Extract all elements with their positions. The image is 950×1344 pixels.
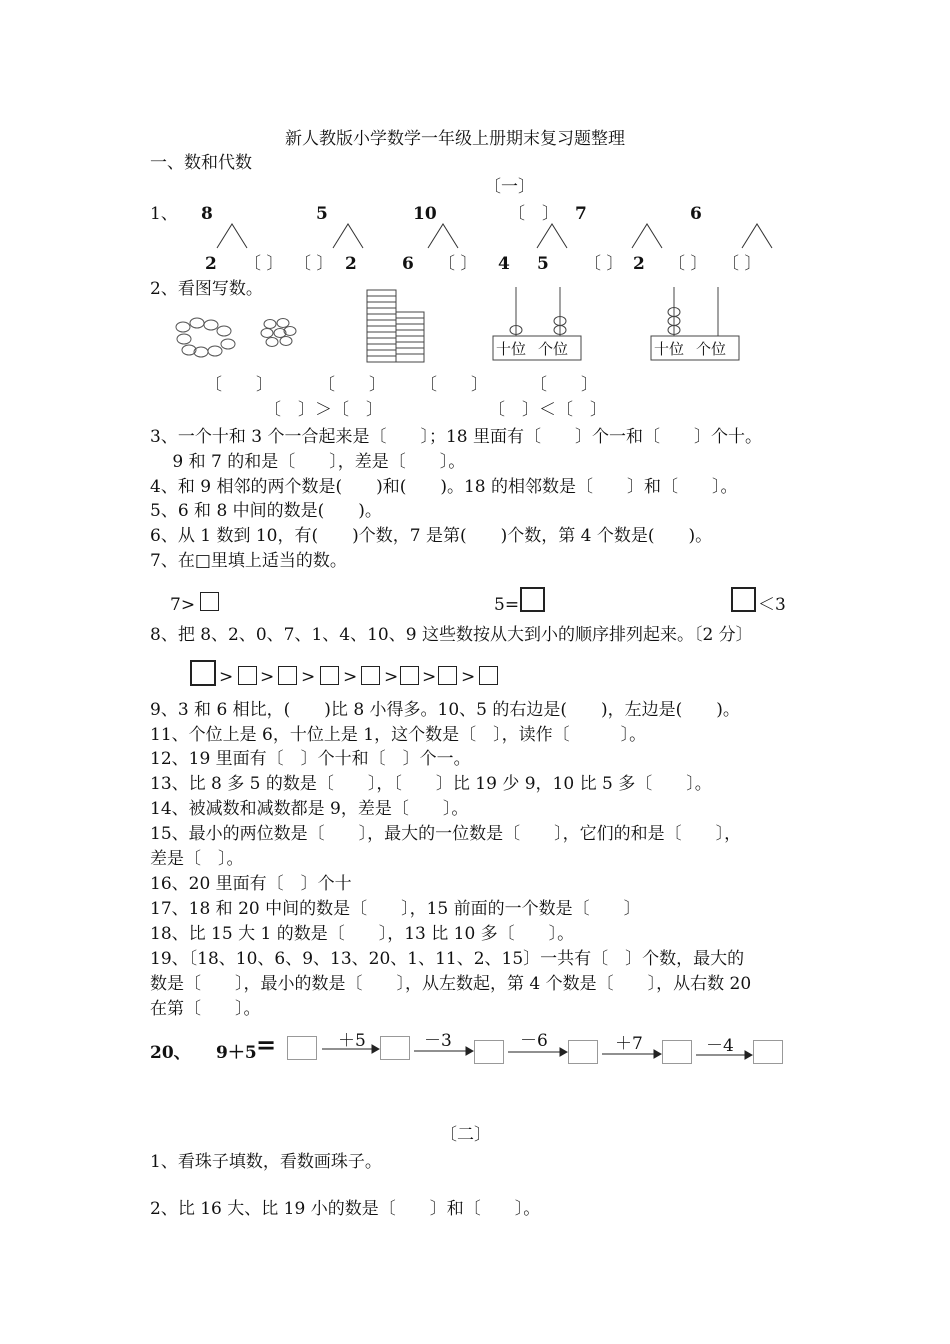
- q1-bottom[interactable]: 〔 〕: [438, 254, 478, 274]
- question-line: 11、个位上是 6，十位上是 1，这个数是〔 〕，读作〔 〕。: [150, 725, 647, 745]
- question-line: 3、一个十和 3 个一合起来是〔 〕；18 里面有〔 〕个一和〔 〕个十。: [150, 427, 762, 447]
- question-line: 差是〔 〕。: [150, 849, 244, 869]
- abacus-1-ten-label: 十位: [496, 340, 527, 358]
- q1-top: 5: [316, 204, 328, 224]
- q2-text: 2、看图写数。: [150, 279, 263, 299]
- question-line: 在第〔 〕。: [150, 999, 261, 1019]
- q1-bottom: 5: [537, 254, 549, 274]
- q2-blank[interactable]: 〔 〕: [420, 375, 488, 395]
- part-heading-2: 〔二〕: [440, 1125, 491, 1145]
- q20-operation: －4: [706, 1036, 734, 1056]
- abacus-2-one-label: 个位: [696, 340, 727, 358]
- question-line: 数是〔 〕，最小的数是〔 〕，从左数起，第 4 个数是〔 〕，从右数 20: [150, 974, 752, 994]
- question-line: 8、把 8、2、0、7、1、4、10、9 这些数按从大到小的顺序排列起来。〔2 分〕: [150, 625, 753, 645]
- q1-top: 6: [690, 204, 702, 224]
- q2-compare-2[interactable]: 〔 〕＜〔 〕: [488, 400, 607, 420]
- question-line: 1、看珠子填数，看数画珠子。: [150, 1152, 382, 1172]
- q1-bottom: 2: [345, 254, 357, 274]
- gt-sign: >: [461, 667, 476, 687]
- q1-bottom[interactable]: 〔 〕: [722, 254, 762, 274]
- q1-number: 1、: [150, 204, 178, 224]
- q1-top: 8: [201, 204, 213, 224]
- gt-sign: >: [219, 667, 234, 687]
- q1-bottom[interactable]: 〔 〕: [244, 254, 284, 274]
- question-line: 9、3 和 6 相比，( )比 8 小得多。10、5 的右边是( )，左边是( )。: [150, 700, 740, 720]
- q1-bottom: 2: [205, 254, 217, 274]
- question-line: 17、18 和 20 中间的数是〔 〕，15 前面的一个数是〔 〕: [150, 899, 641, 919]
- q1-bottom: 6: [402, 254, 414, 274]
- q20-expression: 9＋5: [216, 1043, 257, 1063]
- abacus-2-ten-label: 十位: [654, 340, 685, 358]
- question-line: 12、19 里面有〔 〕个十和〔 〕个一。: [150, 749, 471, 769]
- equals-sign: =: [256, 1030, 277, 1059]
- question-line: 18、比 15 大 1 的数是〔 〕，13 比 10 多〔 〕。: [150, 924, 575, 944]
- q1-top: 7: [575, 204, 587, 224]
- q1-bottom: 4: [498, 254, 510, 274]
- q7-mid-expr: 5=: [494, 595, 520, 615]
- question-line: 6、从 1 数到 10，有( )个数，7 是第( )个数，第 4 个数是( )。: [150, 526, 713, 546]
- page-title: 新人教版小学数学一年级上册期末复习题整理: [285, 129, 625, 149]
- q20-operation: －6: [520, 1031, 548, 1051]
- q2-blank[interactable]: 〔 〕: [205, 375, 273, 395]
- question-line: 19、〔18、10、6、9、13、20、1、11、2、15〕一共有〔 〕个数，最大的: [150, 949, 745, 969]
- q1-top[interactable]: 〔 〕: [508, 204, 559, 224]
- question-line: 15、最小的两位数是〔 〕，最大的一位数是〔 〕，它们的和是〔 〕，: [150, 824, 742, 844]
- q1-top: 10: [413, 204, 437, 224]
- q2-blank[interactable]: 〔 〕: [530, 375, 598, 395]
- question-line: 9 和 7 的和是〔 〕，差是〔 〕。: [150, 452, 466, 472]
- gt-sign: >: [260, 667, 275, 687]
- q1-bottom[interactable]: 〔 〕: [668, 254, 708, 274]
- question-line: 14、被减数和减数都是 9，差是〔 〕。: [150, 799, 469, 819]
- q20-operation: ＋7: [615, 1034, 643, 1054]
- gt-sign: >: [301, 667, 316, 687]
- question-line: 16、20 里面有〔 〕个十: [150, 874, 352, 894]
- q20-operation: －3: [424, 1031, 452, 1051]
- section-heading: 一、数和代数: [150, 153, 252, 173]
- q20-operation: ＋5: [338, 1031, 366, 1051]
- question-line: 4、和 9 相邻的两个数是( )和( )。18 的相邻数是〔 〕和〔 〕。: [150, 477, 738, 497]
- question-line: 5、6 和 8 中间的数是( )。: [150, 501, 382, 521]
- question-line: 2、比 16 大、比 19 小的数是〔 〕和〔 〕。: [150, 1199, 541, 1219]
- gt-sign: >: [384, 667, 399, 687]
- gt-sign: >: [422, 667, 437, 687]
- q2-blank[interactable]: 〔 〕: [318, 375, 386, 395]
- q1-bottom[interactable]: 〔 〕: [294, 254, 334, 274]
- abacus-1-one-label: 个位: [538, 340, 569, 358]
- q7-left-expr: 7>: [170, 595, 196, 615]
- part-heading-1: 〔一〕: [484, 177, 535, 197]
- q2-compare-1[interactable]: 〔 〕＞〔 〕: [264, 400, 383, 420]
- q1-bottom[interactable]: 〔 〕: [584, 254, 624, 274]
- q20-number: 20、: [150, 1043, 191, 1063]
- q1-bottom: 2: [633, 254, 645, 274]
- question-line: 13、比 8 多 5 的数是〔 〕，〔 〕比 19 少 9，10 比 5 多〔 〕。: [150, 774, 712, 794]
- q7-right-expr: ＜3: [758, 595, 786, 615]
- question-line: 7、在□里填上适当的数。: [150, 551, 347, 571]
- gt-sign: >: [343, 667, 358, 687]
